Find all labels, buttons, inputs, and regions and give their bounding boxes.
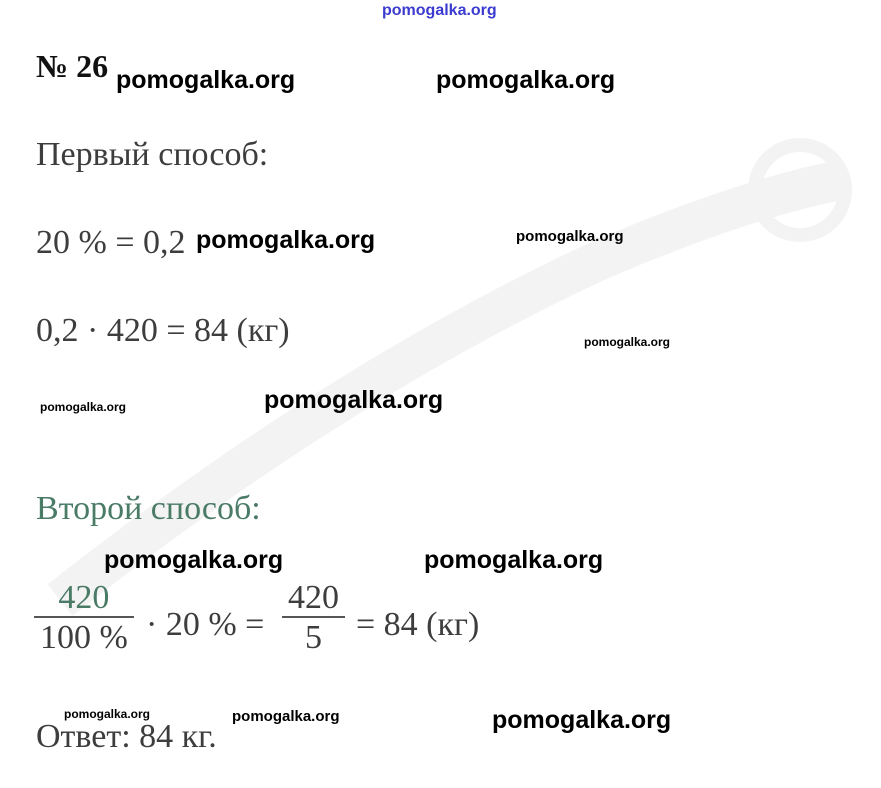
watermark: pomogalka.org [424,546,604,574]
fraction2-denominator: 5 [305,619,322,656]
watermark: pomogalka.org [436,66,616,94]
fraction1-numerator: 420 [58,579,110,616]
method2-title: Второй способ: [36,490,261,527]
fraction2-numerator: 420 [288,579,339,616]
method1-line1: 20 % = 0,2 [36,224,186,261]
watermark: pomogalka.org [196,226,376,254]
top-watermark: pomogalka.org [382,2,497,19]
method1-title: Первый способ: [36,136,269,173]
watermark: pomogalka.org [492,706,672,734]
watermark: pomogalka.org [516,228,624,245]
watermark: pomogalka.org [104,546,284,574]
fraction-420-over-5 [282,580,345,658]
watermark: pomogalka.org [264,386,444,414]
method2-result: = 84 (кг) [356,606,480,643]
answer: Ответ: 84 кг. [36,718,217,755]
problem-number: № 26 [36,48,109,84]
method2-middle: · 20 % = [146,606,265,643]
watermark: pomogalka.org [116,66,296,94]
method1-line2: 0,2 · 420 = 84 (кг) [36,312,290,349]
fraction-420-over-100-percent [34,580,134,658]
watermark: pomogalka.org [232,708,340,725]
watermark: pomogalka.org [584,335,671,349]
watermark: pomogalka.org [64,707,151,721]
watermark: pomogalka.org [40,400,127,414]
fraction1-denominator: 100 % [40,619,128,656]
